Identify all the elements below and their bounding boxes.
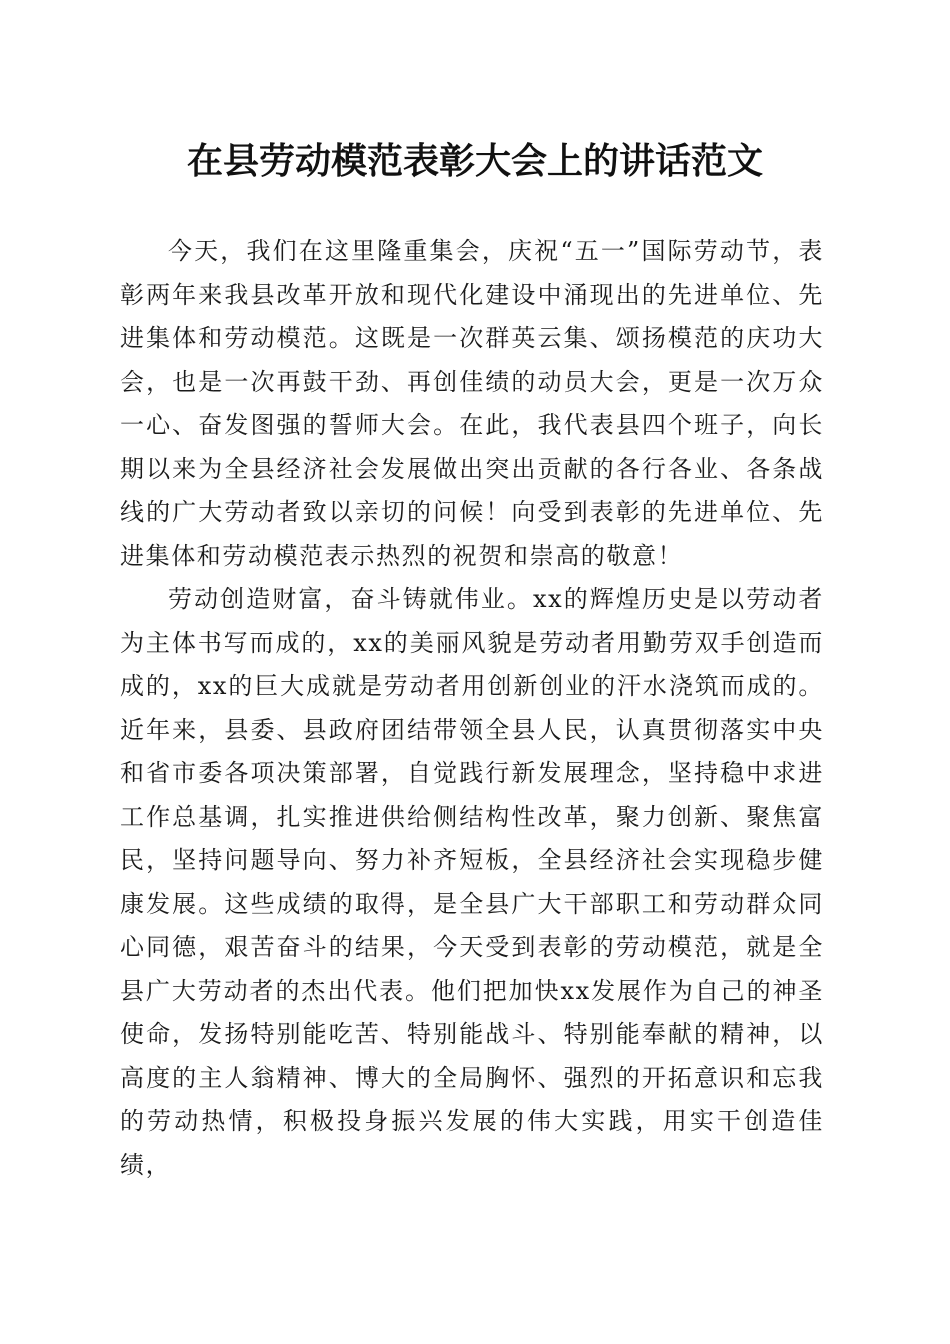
document-title: 在县劳动模范表彰大会上的讲话范文 (186, 140, 763, 182)
body-paragraph: 劳动创造财富，奋斗铸就伟业。xx的辉煌历史是以劳动者为主体书写而成的，xx的美丽风貌是劳动者用勤劳双手创造而成的，xx的巨大成就是劳动者用创新创业的汗水浇筑而成的。近年来，县委、县政府团结带领全县人民，认真贯彻落实中央和省市委各项决策部署，自觉践行新发展理念，坚持稳中求进工作总基调，扎实推进供给侧结构性改革，聚力创新、聚焦富民，坚持问题导向、努力补齐短板，全县经济社会实现稳步健康发展。这些成绩的取得，是全县广大干部职工和劳动群众同心同德，艰苦奋斗的结果，今天受到表彰的劳动模范，就是全县广大劳动者的杰出代表。他们把加快xx发展作为自己的神圣使命，发扬特别能吃苦、特别能战斗、特别能奉献的精神，以高度的主人翁精神、博大的全局胸怀、强烈的开拓意识和忘我的劳动热情，积极投身振兴发展的伟大实践，用实干创造佳绩， (120, 585, 824, 1179)
body-paragraph: 今天，我们在这里隆重集会，庆祝“五一”国际劳动节，表彰两年来我县改革开放和现代化建设中涌现出的先进单位、先进集体和劳动模范。这既是一次群英云集、颂扬模范的庆功大会，也是一次再鼓干劲、再创佳绩的动员大会，更是一次万众一心、奋发图强的誓师大会。在此，我代表县四个班子，向长期以来为全县经济社会发展做出突出贡献的各行各业、各条战线的广大劳动者致以亲切的问候！向受到表彰的先进单位、先进集体和劳动模范表示热烈的祝贺和崇高的敬意！ (120, 237, 824, 570)
document-body (120, 230, 824, 1187)
